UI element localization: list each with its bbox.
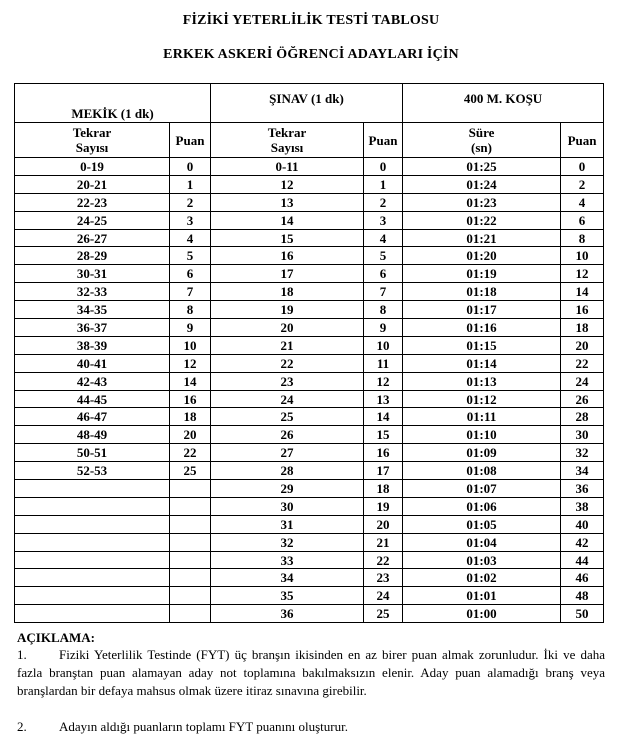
sinav-puan-cell: 3 — [364, 211, 403, 229]
mekik-puan-cell — [170, 605, 211, 623]
kosu-sure-cell: 01:11 — [403, 408, 561, 426]
kosu-puan-cell: 36 — [561, 480, 604, 498]
mekik-tekrar-cell: 30-31 — [15, 265, 170, 283]
kosu-sure-cell: 01:00 — [403, 605, 561, 623]
table-row — [15, 354, 604, 372]
mekik-puan-cell — [170, 551, 211, 569]
kosu-puan-cell: 6 — [561, 211, 604, 229]
sinav-tekrar-cell: 30 — [211, 497, 364, 515]
sinav-tekrar-cell: 33 — [211, 551, 364, 569]
sinav-tekrar-cell: 24 — [211, 390, 364, 408]
subheader-sinav-tekrar: Tekrar Sayısı — [211, 123, 364, 158]
mekik-puan-cell — [170, 533, 211, 551]
table-row — [15, 158, 604, 176]
kosu-sure-cell: 01:03 — [403, 551, 561, 569]
kosu-sure-cell: 01:24 — [403, 175, 561, 193]
kosu-puan-cell: 10 — [561, 247, 604, 265]
kosu-puan-cell: 38 — [561, 497, 604, 515]
sinav-tekrar-cell: 21 — [211, 336, 364, 354]
mekik-puan-cell — [170, 569, 211, 587]
page-subtitle: ERKEK ASKERİ ÖĞRENCİ ADAYLARI İÇİN — [163, 47, 459, 62]
mekik-puan-cell: 25 — [170, 462, 211, 480]
sinav-tekrar-cell: 18 — [211, 283, 364, 301]
subheader-sinav-puan: Puan — [364, 123, 403, 158]
mekik-puan-cell — [170, 515, 211, 533]
mekik-tekrar-cell: 42-43 — [15, 372, 170, 390]
sinav-tekrar-cell: 36 — [211, 605, 364, 623]
table-row — [15, 515, 604, 533]
kosu-puan-cell: 48 — [561, 587, 604, 605]
kosu-puan-cell: 34 — [561, 462, 604, 480]
kosu-sure-cell: 01:01 — [403, 587, 561, 605]
mekik-puan-cell: 20 — [170, 426, 211, 444]
table-row — [15, 372, 604, 390]
sinav-puan-cell: 19 — [364, 497, 403, 515]
mekik-puan-cell: 10 — [170, 336, 211, 354]
sinav-tekrar-cell: 29 — [211, 480, 364, 498]
mekik-tekrar-cell — [15, 569, 170, 587]
kosu-sure-cell: 01:06 — [403, 497, 561, 515]
sinav-tekrar-cell: 35 — [211, 587, 364, 605]
sinav-puan-cell: 16 — [364, 444, 403, 462]
mekik-tekrar-cell: 22-23 — [15, 193, 170, 211]
mekik-tekrar-cell: 32-33 — [15, 283, 170, 301]
kosu-sure-cell: 01:09 — [403, 444, 561, 462]
mekik-puan-cell: 7 — [170, 283, 211, 301]
table-row — [15, 587, 604, 605]
mekik-tekrar-cell: 36-37 — [15, 319, 170, 337]
kosu-sure-cell: 01:02 — [403, 569, 561, 587]
table-row — [15, 551, 604, 569]
table-row — [15, 336, 604, 354]
sinav-puan-cell: 21 — [364, 533, 403, 551]
table-row — [15, 426, 604, 444]
mekik-tekrar-cell: 50-51 — [15, 444, 170, 462]
kosu-sure-cell: 01:12 — [403, 390, 561, 408]
kosu-puan-cell: 44 — [561, 551, 604, 569]
sinav-tekrar-cell: 19 — [211, 301, 364, 319]
mekik-puan-cell: 18 — [170, 408, 211, 426]
mekik-tekrar-cell: 0-19 — [15, 158, 170, 176]
sinav-puan-cell: 24 — [364, 587, 403, 605]
mekik-puan-cell: 6 — [170, 265, 211, 283]
mekik-tekrar-cell — [15, 480, 170, 498]
mekik-tekrar-cell — [15, 551, 170, 569]
kosu-sure-cell: 01:05 — [403, 515, 561, 533]
kosu-sure-cell: 01:10 — [403, 426, 561, 444]
kosu-puan-cell: 8 — [561, 229, 604, 247]
sinav-tekrar-cell: 28 — [211, 462, 364, 480]
mekik-tekrar-cell: 24-25 — [15, 211, 170, 229]
mekik-puan-cell: 5 — [170, 247, 211, 265]
sinav-tekrar-cell: 12 — [211, 175, 364, 193]
sinav-puan-cell: 2 — [364, 193, 403, 211]
kosu-sure-cell: 01:19 — [403, 265, 561, 283]
kosu-puan-cell: 26 — [561, 390, 604, 408]
sinav-tekrar-cell: 13 — [211, 193, 364, 211]
kosu-puan-cell: 40 — [561, 515, 604, 533]
mekik-tekrar-cell: 40-41 — [15, 354, 170, 372]
sinav-puan-cell: 11 — [364, 354, 403, 372]
kosu-sure-cell: 01:18 — [403, 283, 561, 301]
sinav-puan-cell: 13 — [364, 390, 403, 408]
sinav-puan-cell: 1 — [364, 175, 403, 193]
mekik-tekrar-cell: 38-39 — [15, 336, 170, 354]
kosu-sure-cell: 01:14 — [403, 354, 561, 372]
kosu-puan-cell: 22 — [561, 354, 604, 372]
mekik-puan-cell: 16 — [170, 390, 211, 408]
explanation-heading: AÇIKLAMA: — [17, 630, 95, 645]
header-sinav: ŞINAV (1 dk) — [211, 84, 403, 123]
sinav-tekrar-cell: 34 — [211, 569, 364, 587]
kosu-puan-cell: 16 — [561, 301, 604, 319]
table-row — [15, 605, 604, 623]
sinav-tekrar-cell: 25 — [211, 408, 364, 426]
mekik-tekrar-cell: 46-47 — [15, 408, 170, 426]
kosu-puan-cell: 46 — [561, 569, 604, 587]
mekik-tekrar-cell: 28-29 — [15, 247, 170, 265]
subheader-mekik-puan: Puan — [170, 123, 211, 158]
sinav-tekrar-cell: 32 — [211, 533, 364, 551]
kosu-puan-cell: 18 — [561, 319, 604, 337]
kosu-sure-cell: 01:20 — [403, 247, 561, 265]
sinav-tekrar-cell: 0-11 — [211, 158, 364, 176]
mekik-puan-cell: 4 — [170, 229, 211, 247]
sinav-tekrar-cell: 14 — [211, 211, 364, 229]
mekik-tekrar-cell: 44-45 — [15, 390, 170, 408]
kosu-puan-cell: 20 — [561, 336, 604, 354]
kosu-puan-cell: 14 — [561, 283, 604, 301]
kosu-sure-cell: 01:23 — [403, 193, 561, 211]
sinav-puan-cell: 18 — [364, 480, 403, 498]
sinav-puan-cell: 14 — [364, 408, 403, 426]
sinav-puan-cell: 7 — [364, 283, 403, 301]
sinav-puan-cell: 15 — [364, 426, 403, 444]
mekik-tekrar-cell: 26-27 — [15, 229, 170, 247]
subheader-kosu-sure: Süre (sn) — [403, 123, 561, 158]
mekik-tekrar-cell — [15, 605, 170, 623]
mekik-puan-cell — [170, 587, 211, 605]
sinav-tekrar-cell: 22 — [211, 354, 364, 372]
mekik-puan-cell — [170, 480, 211, 498]
table-row — [15, 301, 604, 319]
mekik-tekrar-cell: 48-49 — [15, 426, 170, 444]
mekik-tekrar-cell: 20-21 — [15, 175, 170, 193]
table-row — [15, 480, 604, 498]
table-row — [15, 193, 604, 211]
kosu-sure-cell: 01:15 — [403, 336, 561, 354]
sinav-puan-cell: 22 — [364, 551, 403, 569]
table-row — [15, 247, 604, 265]
kosu-sure-cell: 01:17 — [403, 301, 561, 319]
table-row — [15, 175, 604, 193]
sinav-tekrar-cell: 27 — [211, 444, 364, 462]
mekik-puan-cell: 22 — [170, 444, 211, 462]
mekik-tekrar-cell: 34-35 — [15, 301, 170, 319]
mekik-puan-cell: 9 — [170, 319, 211, 337]
mekik-puan-cell: 3 — [170, 211, 211, 229]
table-row — [15, 265, 604, 283]
kosu-puan-cell: 30 — [561, 426, 604, 444]
mekik-puan-cell: 0 — [170, 158, 211, 176]
explanation-item-2-text: Adayın aldığı puanların toplamı FYT puanını oluşturur. — [59, 719, 348, 734]
explanation-item-2-number: 2. — [17, 719, 27, 734]
table-row — [15, 497, 604, 515]
mekik-tekrar-cell — [15, 533, 170, 551]
kosu-sure-cell: 01:07 — [403, 480, 561, 498]
table-row — [15, 319, 604, 337]
sinav-puan-cell: 23 — [364, 569, 403, 587]
mekik-tekrar-cell — [15, 587, 170, 605]
subheader-kosu-puan: Puan — [561, 123, 604, 158]
kosu-sure-cell: 01:13 — [403, 372, 561, 390]
header-kosu: 400 M. KOŞU — [403, 84, 604, 123]
sinav-tekrar-cell: 23 — [211, 372, 364, 390]
kosu-sure-cell: 01:04 — [403, 533, 561, 551]
kosu-puan-cell: 24 — [561, 372, 604, 390]
mekik-puan-cell: 12 — [170, 354, 211, 372]
sinav-puan-cell: 17 — [364, 462, 403, 480]
mekik-puan-cell: 1 — [170, 175, 211, 193]
explanation-item-2 — [17, 718, 605, 736]
table-row — [15, 390, 604, 408]
sinav-tekrar-cell: 16 — [211, 247, 364, 265]
kosu-sure-cell: 01:16 — [403, 319, 561, 337]
page-title: FİZİKİ YETERLİLİK TESTİ TABLOSU — [182, 13, 440, 28]
kosu-sure-cell: 01:08 — [403, 462, 561, 480]
sinav-tekrar-cell: 31 — [211, 515, 364, 533]
explanation-item-1-text: Fiziki Yeterlilik Testinde (FYT) üç branşın ikisinden en az birer puan almak zorunludur. İki ve daha fazla branştan puan alamayan aday not toplamına bakılmaksızın elenir. Aday puan alamadığı branş veya branşlardan bir defaya mahsus olmak üzere itiraz sınavına girebilir. — [17, 647, 605, 698]
kosu-puan-cell: 2 — [561, 175, 604, 193]
mekik-tekrar-cell — [15, 515, 170, 533]
header-mekik: MEKİK (1 dk) — [15, 84, 211, 123]
table-row — [15, 569, 604, 587]
kosu-puan-cell: 0 — [561, 158, 604, 176]
sinav-puan-cell: 8 — [364, 301, 403, 319]
kosu-puan-cell: 4 — [561, 193, 604, 211]
table-row — [15, 408, 604, 426]
kosu-puan-cell: 12 — [561, 265, 604, 283]
sinav-puan-cell: 10 — [364, 336, 403, 354]
sinav-puan-cell: 0 — [364, 158, 403, 176]
kosu-sure-cell: 01:22 — [403, 211, 561, 229]
subheader-mekik-tekrar: Tekrar Sayısı — [15, 123, 170, 158]
sinav-tekrar-cell: 17 — [211, 265, 364, 283]
mekik-tekrar-cell: 52-53 — [15, 462, 170, 480]
sinav-puan-cell: 9 — [364, 319, 403, 337]
sinav-tekrar-cell: 26 — [211, 426, 364, 444]
sinav-puan-cell: 25 — [364, 605, 403, 623]
table-row — [15, 462, 604, 480]
kosu-puan-cell: 28 — [561, 408, 604, 426]
sinav-tekrar-cell: 15 — [211, 229, 364, 247]
mekik-tekrar-cell — [15, 497, 170, 515]
table-row — [15, 444, 604, 462]
mekik-puan-cell — [170, 497, 211, 515]
sinav-puan-cell: 6 — [364, 265, 403, 283]
sinav-puan-cell: 20 — [364, 515, 403, 533]
sinav-tekrar-cell: 20 — [211, 319, 364, 337]
score-table — [14, 83, 604, 623]
table-row — [15, 283, 604, 301]
kosu-puan-cell: 42 — [561, 533, 604, 551]
mekik-puan-cell: 14 — [170, 372, 211, 390]
explanation-item-1 — [17, 646, 605, 700]
table-row — [15, 229, 604, 247]
kosu-puan-cell: 32 — [561, 444, 604, 462]
sinav-puan-cell: 5 — [364, 247, 403, 265]
mekik-puan-cell: 2 — [170, 193, 211, 211]
kosu-sure-cell: 01:25 — [403, 158, 561, 176]
mekik-puan-cell: 8 — [170, 301, 211, 319]
kosu-puan-cell: 50 — [561, 605, 604, 623]
explanation-item-1-number: 1. — [17, 647, 27, 662]
table-row — [15, 533, 604, 551]
sinav-puan-cell: 12 — [364, 372, 403, 390]
table-row — [15, 211, 604, 229]
sinav-puan-cell: 4 — [364, 229, 403, 247]
kosu-sure-cell: 01:21 — [403, 229, 561, 247]
